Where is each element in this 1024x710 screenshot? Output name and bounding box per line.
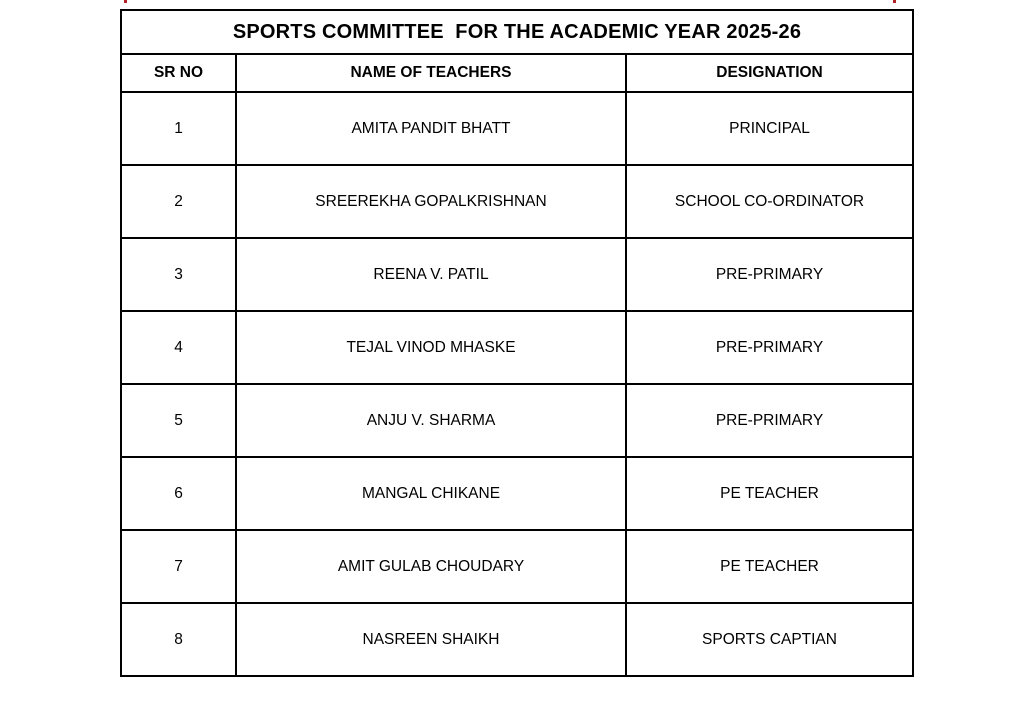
table-row <box>121 311 913 384</box>
table-row <box>121 384 913 457</box>
header-designation: DESIGNATION <box>626 54 913 92</box>
sr-no-cell: 5 <box>121 384 236 457</box>
header-sr-no: SR NO <box>121 54 236 92</box>
teacher-name-cell: NASREEN SHAIKH <box>236 603 626 676</box>
designation-cell: PRE-PRIMARY <box>626 311 913 384</box>
top-left-mark <box>124 0 127 3</box>
designation-cell: PRE-PRIMARY <box>626 238 913 311</box>
table-row <box>121 165 913 238</box>
teacher-name-cell: REENA V. PATIL <box>236 238 626 311</box>
table-row <box>121 457 913 530</box>
designation-cell: SCHOOL CO-ORDINATOR <box>626 165 913 238</box>
sr-no-cell: 1 <box>121 92 236 165</box>
table-title: SPORTS COMMITTEE FOR THE ACADEMIC YEAR 2025-26 <box>121 10 913 54</box>
designation-cell: PRINCIPAL <box>626 92 913 165</box>
teacher-name-cell: AMIT GULAB CHOUDARY <box>236 530 626 603</box>
title-row <box>121 10 913 54</box>
teacher-name-cell: TEJAL VINOD MHASKE <box>236 311 626 384</box>
designation-cell: PRE-PRIMARY <box>626 384 913 457</box>
header-row <box>121 54 913 92</box>
designation-cell: PE TEACHER <box>626 457 913 530</box>
sr-no-cell: 8 <box>121 603 236 676</box>
table-row <box>121 92 913 165</box>
table-row <box>121 238 913 311</box>
teacher-name-cell: SREEREKHA GOPALKRISHNAN <box>236 165 626 238</box>
top-right-mark <box>893 0 896 3</box>
teacher-name-cell: MANGAL CHIKANE <box>236 457 626 530</box>
sr-no-cell: 4 <box>121 311 236 384</box>
sr-no-cell: 6 <box>121 457 236 530</box>
header-name: NAME OF TEACHERS <box>236 54 626 92</box>
designation-cell: SPORTS CAPTIAN <box>626 603 913 676</box>
table-row <box>121 530 913 603</box>
teacher-name-cell: AMITA PANDIT BHATT <box>236 92 626 165</box>
designation-cell: PE TEACHER <box>626 530 913 603</box>
table-row <box>121 603 913 676</box>
sr-no-cell: 3 <box>121 238 236 311</box>
sr-no-cell: 7 <box>121 530 236 603</box>
teacher-name-cell: ANJU V. SHARMA <box>236 384 626 457</box>
committee-table <box>120 9 914 677</box>
sr-no-cell: 2 <box>121 165 236 238</box>
